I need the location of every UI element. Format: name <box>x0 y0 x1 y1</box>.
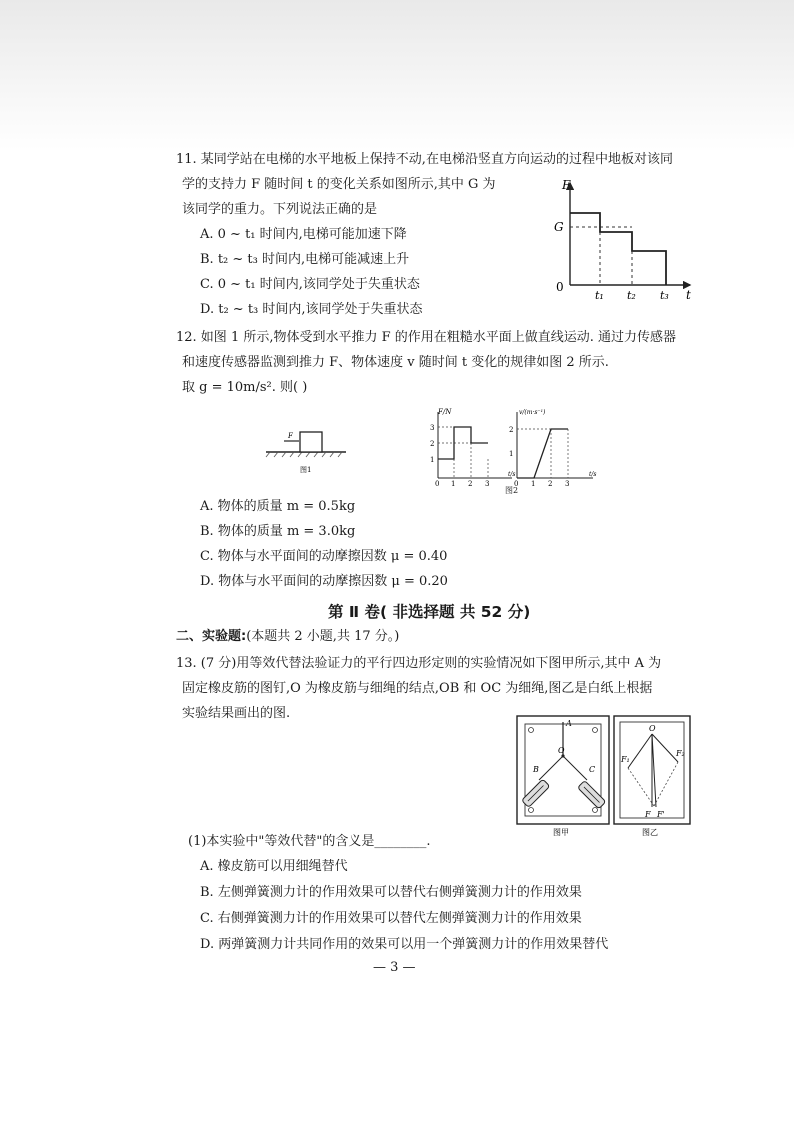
q12-option-b: B. 物体的质量 m = 3.0kg <box>200 524 356 539</box>
q12-v-x-tick-0: 0 <box>514 480 519 486</box>
q13-fig-jia-caption: 图甲 <box>553 828 569 837</box>
q12-v-x-label: t/s <box>589 471 597 478</box>
q12-stem-line3: 取 g = 10m/s². 则( ) <box>182 380 308 395</box>
section2-part-heading <box>176 628 399 646</box>
q11-stem-line3: 该同学的重力。下列说法正确的是 <box>182 202 378 217</box>
q11-option-d: D. t₂ ~ t₃ 时间内,该同学处于失重状态 <box>200 302 423 317</box>
q12-velocity-graph <box>505 406 605 486</box>
q13-o-label: O <box>558 746 565 755</box>
q13-f1-label: F₁ <box>621 755 630 764</box>
q13-sub-question-1: (1)本实验中"等效代替"的含义是________. <box>188 834 431 849</box>
q12-f-y-tick-2: 2 <box>430 440 435 448</box>
q13-fprime-label: F' <box>657 810 665 819</box>
q13-figure-yi <box>612 714 694 839</box>
section2-title: 第 Ⅱ 卷( 非选择题 共 52 分) <box>328 603 531 621</box>
q12-f-y-label: F/N <box>438 408 452 416</box>
q12-stem-line2: 和速度传感器监测到推力 F、物体速度 v 随时间 t 变化的规律如图 2 所示. <box>182 355 609 370</box>
q11-force-curve <box>570 213 666 285</box>
q11-t2-label: t₂ <box>627 289 636 300</box>
section2-part-label: 二、实验题: <box>176 629 247 644</box>
q12-f-x-tick-0: 0 <box>435 480 440 486</box>
q12-fig1-caption: 图1 <box>300 466 312 474</box>
q12-option-d: D. 物体与水平面间的动摩擦因数 μ = 0.20 <box>200 574 448 589</box>
q12-f-y-tick-3: 3 <box>430 424 435 432</box>
q11-option-a: A. 0 ~ t₁ 时间内,电梯可能加速下降 <box>200 227 407 242</box>
q12-f-guides <box>438 427 488 478</box>
q11-force-time-graph <box>550 175 700 300</box>
q11-stem-line1: 11. 某同学站在电梯的水平地板上保持不动,在电梯沿竖直方向运动的过程中地板对该同 <box>176 152 673 167</box>
q12-force-label: F <box>288 432 293 440</box>
q12-v-x-tick-3: 3 <box>565 480 570 486</box>
q11-g-label: G <box>554 220 564 234</box>
q13-f-label: F <box>645 810 651 819</box>
q11-option-c: C. 0 ~ t₁ 时间内,该同学处于失重状态 <box>200 277 420 292</box>
q12-fig2-caption: 图2 <box>505 486 519 495</box>
q11-stem-line2: 学的支持力 F 随时间 t 的变化关系如图所示,其中 G 为 <box>182 177 496 192</box>
q12-v-x-tick-2: 2 <box>548 480 553 486</box>
q13-stem-line1: 13. (7 分)用等效代替法验证力的平行四边形定则的实验情况如下图甲所示,其中 A 为 <box>176 656 662 671</box>
scan-shading <box>0 0 794 150</box>
q12-f-x-tick-3: 3 <box>485 480 490 486</box>
q13-b-label: B <box>533 765 539 774</box>
q13-f2-label: F₂ <box>676 749 685 758</box>
q12-v-y-tick-2: 2 <box>509 426 514 434</box>
q13-option-a: A. 橡皮筋可以用细绳替代 <box>200 859 348 874</box>
page-number: — 3 — <box>373 960 416 975</box>
q12-f-x-tick-1: 1 <box>451 480 456 486</box>
q13-stem-line3: 实验结果画出的图. <box>182 706 291 721</box>
q12-ground-hatching <box>266 452 342 457</box>
q11-t3-label: t₃ <box>660 289 669 300</box>
q13-option-c: C. 右侧弹簧测力计的作用效果可以替代左侧弹簧测力计的作用效果 <box>200 911 582 926</box>
q12-figure1 <box>262 418 352 478</box>
q12-f-x-label: t/s <box>508 471 516 478</box>
q12-option-a: A. 物体的质量 m = 0.5kg <box>200 499 356 514</box>
q12-stem-line1: 12. 如图 1 所示,物体受到水平推力 F 的作用在粗糙水平面上做直线运动. 通过力传感器 <box>176 330 677 345</box>
q12-f-y-tick-1: 1 <box>430 456 435 464</box>
q13-a-label: A <box>566 719 572 728</box>
q12-v-y-tick-1: 1 <box>509 450 514 458</box>
q12-f-x-tick-2: 2 <box>468 480 473 486</box>
section2-part-note: (本题共 2 小题,共 17 分。) <box>246 629 400 644</box>
q12-v-curve <box>517 429 568 478</box>
q12-option-c: C. 物体与水平面间的动摩擦因数 μ = 0.40 <box>200 549 448 564</box>
q11-origin-label: 0 <box>556 280 564 294</box>
q12-v-y-label: v/(m·s⁻¹) <box>519 409 546 416</box>
q13-figure-jia <box>515 714 615 839</box>
q13-c-label: C <box>589 765 596 774</box>
q11-y-label: F <box>562 178 571 192</box>
q13-stem-line2: 固定橡皮筋的图钉,O 为橡皮筋与细绳的结点,OB 和 OC 为细绳,图乙是白纸上根据 <box>182 681 653 696</box>
q12-block <box>300 432 322 452</box>
q13-fig-yi-caption: 图乙 <box>642 828 658 837</box>
q11-option-b: B. t₂ ~ t₃ 时间内,电梯可能减速上升 <box>200 252 410 267</box>
q11-t1-label: t₁ <box>595 289 604 300</box>
q11-x-label: t <box>686 288 691 300</box>
q13-option-d: D. 两弹簧测力计共同作用的效果可以用一个弹簧测力计的作用效果替代 <box>200 937 609 952</box>
q13-yi-o-label: O <box>649 724 656 733</box>
q12-v-x-tick-1: 1 <box>531 480 536 486</box>
q13-option-b: B. 左侧弹簧测力计的作用效果可以替代右侧弹簧测力计的作用效果 <box>200 885 582 900</box>
